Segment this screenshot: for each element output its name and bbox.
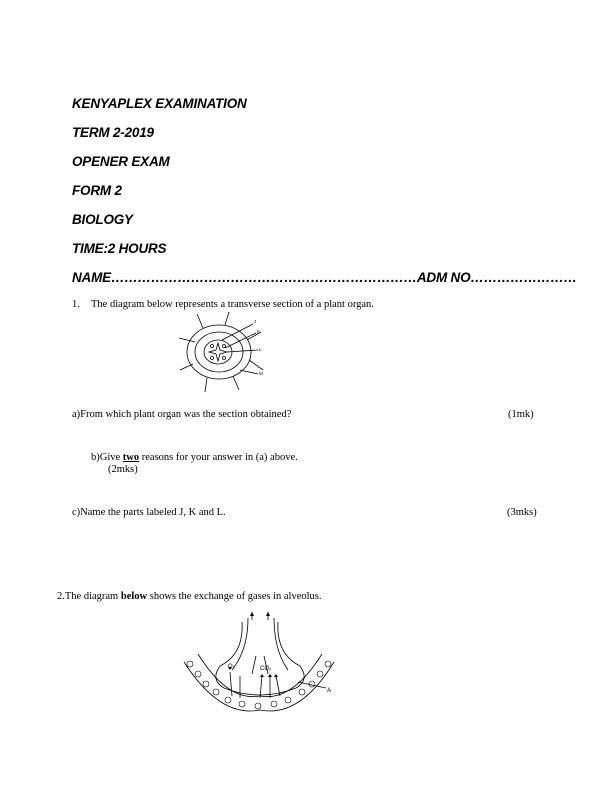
- label-k: K: [257, 329, 261, 334]
- exam-subject: BIOLOGY: [72, 212, 133, 227]
- exam-form: FORM 2: [72, 183, 122, 198]
- label-m: M: [259, 371, 263, 376]
- label-o2: O₂: [228, 664, 235, 670]
- name-adm-line: NAME……………………………………………………………ADM NO……………………: [72, 270, 577, 285]
- q1c-marks: (3mks): [507, 507, 537, 518]
- cortex-ring: [195, 332, 243, 372]
- exam-title: KENYAPLEX EXAMINATION: [72, 96, 247, 111]
- alveolus-diagram: [180, 610, 340, 710]
- label-co2: CO₂: [260, 666, 272, 672]
- label-l: L: [259, 347, 262, 352]
- label-a: A: [327, 688, 332, 694]
- q1-stem: The diagram below represents a transverse section of a plant organ.: [91, 299, 374, 310]
- q2-stem: 2.The diagram below shows the exchange of gases in alveolus.: [57, 591, 322, 602]
- q1c-text: c)Name the parts labeled J, K and L.: [72, 507, 226, 518]
- q1b-emphasis: two: [122, 452, 140, 463]
- outer-epidermis: [187, 325, 251, 379]
- alveolus-wall: [216, 622, 304, 695]
- label-line-m: [240, 370, 258, 374]
- label-line-j: [222, 324, 253, 340]
- plant-section-diagram: [175, 312, 285, 394]
- capillary-inner: [198, 654, 322, 697]
- exam-type: OPENER EXAM: [72, 154, 170, 169]
- exam-time: TIME:2 HOURS: [72, 241, 167, 256]
- label-line-k: [225, 333, 256, 348]
- xylem-star: [209, 343, 227, 361]
- label-j: J: [254, 319, 257, 324]
- q1b-marks: (2mks): [108, 464, 138, 475]
- exam-term: TERM 2-2019: [72, 125, 154, 140]
- q2-emphasis: below: [120, 591, 148, 602]
- q1b-text: b)Give two reasons for your answer in (a) above.: [91, 452, 298, 463]
- q1a-marks: (1mk): [508, 409, 534, 420]
- q1a-text: a)From which plant organ was the section obtained?: [72, 409, 292, 420]
- q1-number: 1.: [72, 299, 80, 310]
